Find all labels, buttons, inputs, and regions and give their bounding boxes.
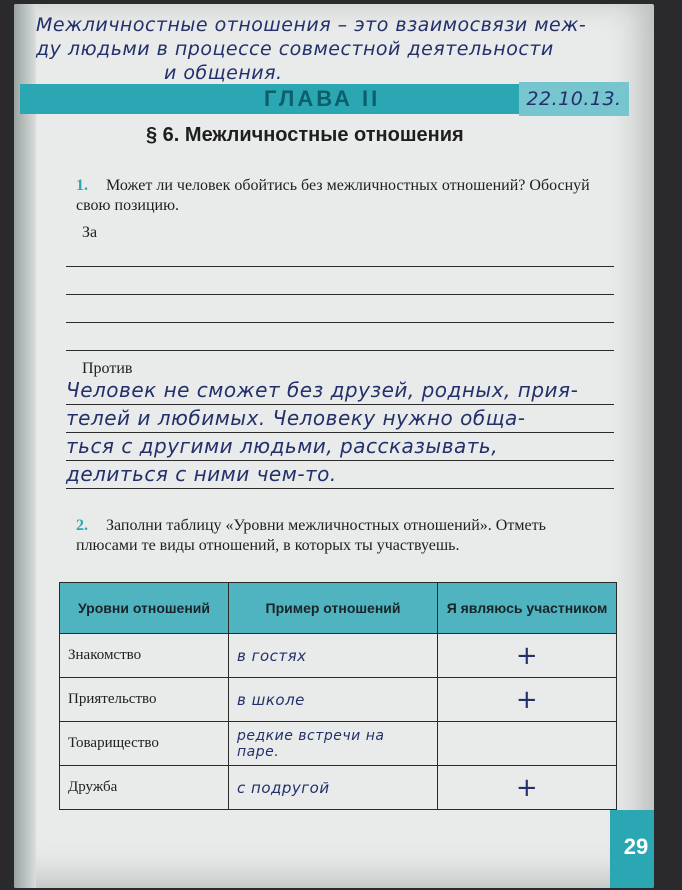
- relationship-levels-table: [59, 582, 617, 810]
- participant-mark: +: [438, 766, 617, 810]
- handwritten-definition-line-1: Межличностные отношения – это взаимосвязи меж-: [36, 14, 587, 36]
- task-2-number: 2.: [76, 517, 88, 534]
- level-cell: Знакомство: [60, 634, 229, 678]
- example-cell: редкие встречи на паре.: [229, 722, 438, 766]
- header-participant: Я являюсь участником: [438, 583, 617, 634]
- answer-rule: [66, 322, 614, 323]
- textbook-page: [14, 4, 654, 888]
- answer-rule: [66, 350, 614, 351]
- for-label: За: [82, 224, 98, 241]
- participant-mark: +: [438, 634, 617, 678]
- header-levels: Уровни отношений: [60, 583, 229, 634]
- handwritten-definition-line-3: и общения.: [164, 62, 283, 84]
- handwritten-answer-line-4: делиться с ними чем-то.: [66, 462, 337, 486]
- chapter-title: ГЛАВА II: [264, 86, 381, 111]
- level-cell: Дружба: [60, 766, 229, 810]
- level-cell: Приятельство: [60, 678, 229, 722]
- answer-rule: [66, 432, 614, 433]
- table-header-row: [60, 583, 617, 634]
- answer-rule: [66, 488, 614, 489]
- header-example: Пример отношений: [229, 583, 438, 634]
- against-label: Против: [82, 360, 133, 377]
- task-1-number: 1.: [76, 177, 88, 194]
- table-row: [60, 678, 617, 722]
- table-row: [60, 634, 617, 678]
- section-title: § 6. Межличностные отношения: [146, 124, 464, 146]
- task-1-text: Может ли человек обойтись без межличностных отношений? Обоснуй свою позицию.: [76, 177, 590, 214]
- participant-mark: +: [438, 678, 617, 722]
- handwritten-definition-line-2: ду людьми в процессе совместной деятельности: [36, 38, 554, 60]
- table-row: [60, 766, 617, 810]
- handwritten-answer-line-1: Человек не сможет без друзей, родных, прия-: [66, 378, 579, 402]
- page-number: 29: [610, 810, 654, 888]
- task-2-text: Заполни таблицу «Уровни межличностных отношений». Отметь плюсами те виды отношений, в которых ты участвуешь.: [76, 517, 546, 554]
- handwritten-answer-line-2: телей и любимых. Человеку нужно обща-: [66, 406, 526, 430]
- handwritten-answer-line-3: ться с другими людьми, рассказывать,: [66, 434, 499, 458]
- example-cell: с подругой: [229, 766, 438, 810]
- task-1-question: [76, 176, 606, 216]
- handwritten-date: 22.10.13.: [519, 82, 629, 116]
- example-cell: в гостях: [229, 634, 438, 678]
- table-row: [60, 722, 617, 766]
- answer-rule: [66, 460, 614, 461]
- page-spine: [14, 4, 36, 888]
- answer-rule: [66, 404, 614, 405]
- participant-mark: [438, 722, 617, 766]
- task-2-question: [76, 516, 606, 556]
- answer-rule: [66, 266, 614, 267]
- answer-rule: [66, 294, 614, 295]
- example-cell: в школе: [229, 678, 438, 722]
- level-cell: Товарищество: [60, 722, 229, 766]
